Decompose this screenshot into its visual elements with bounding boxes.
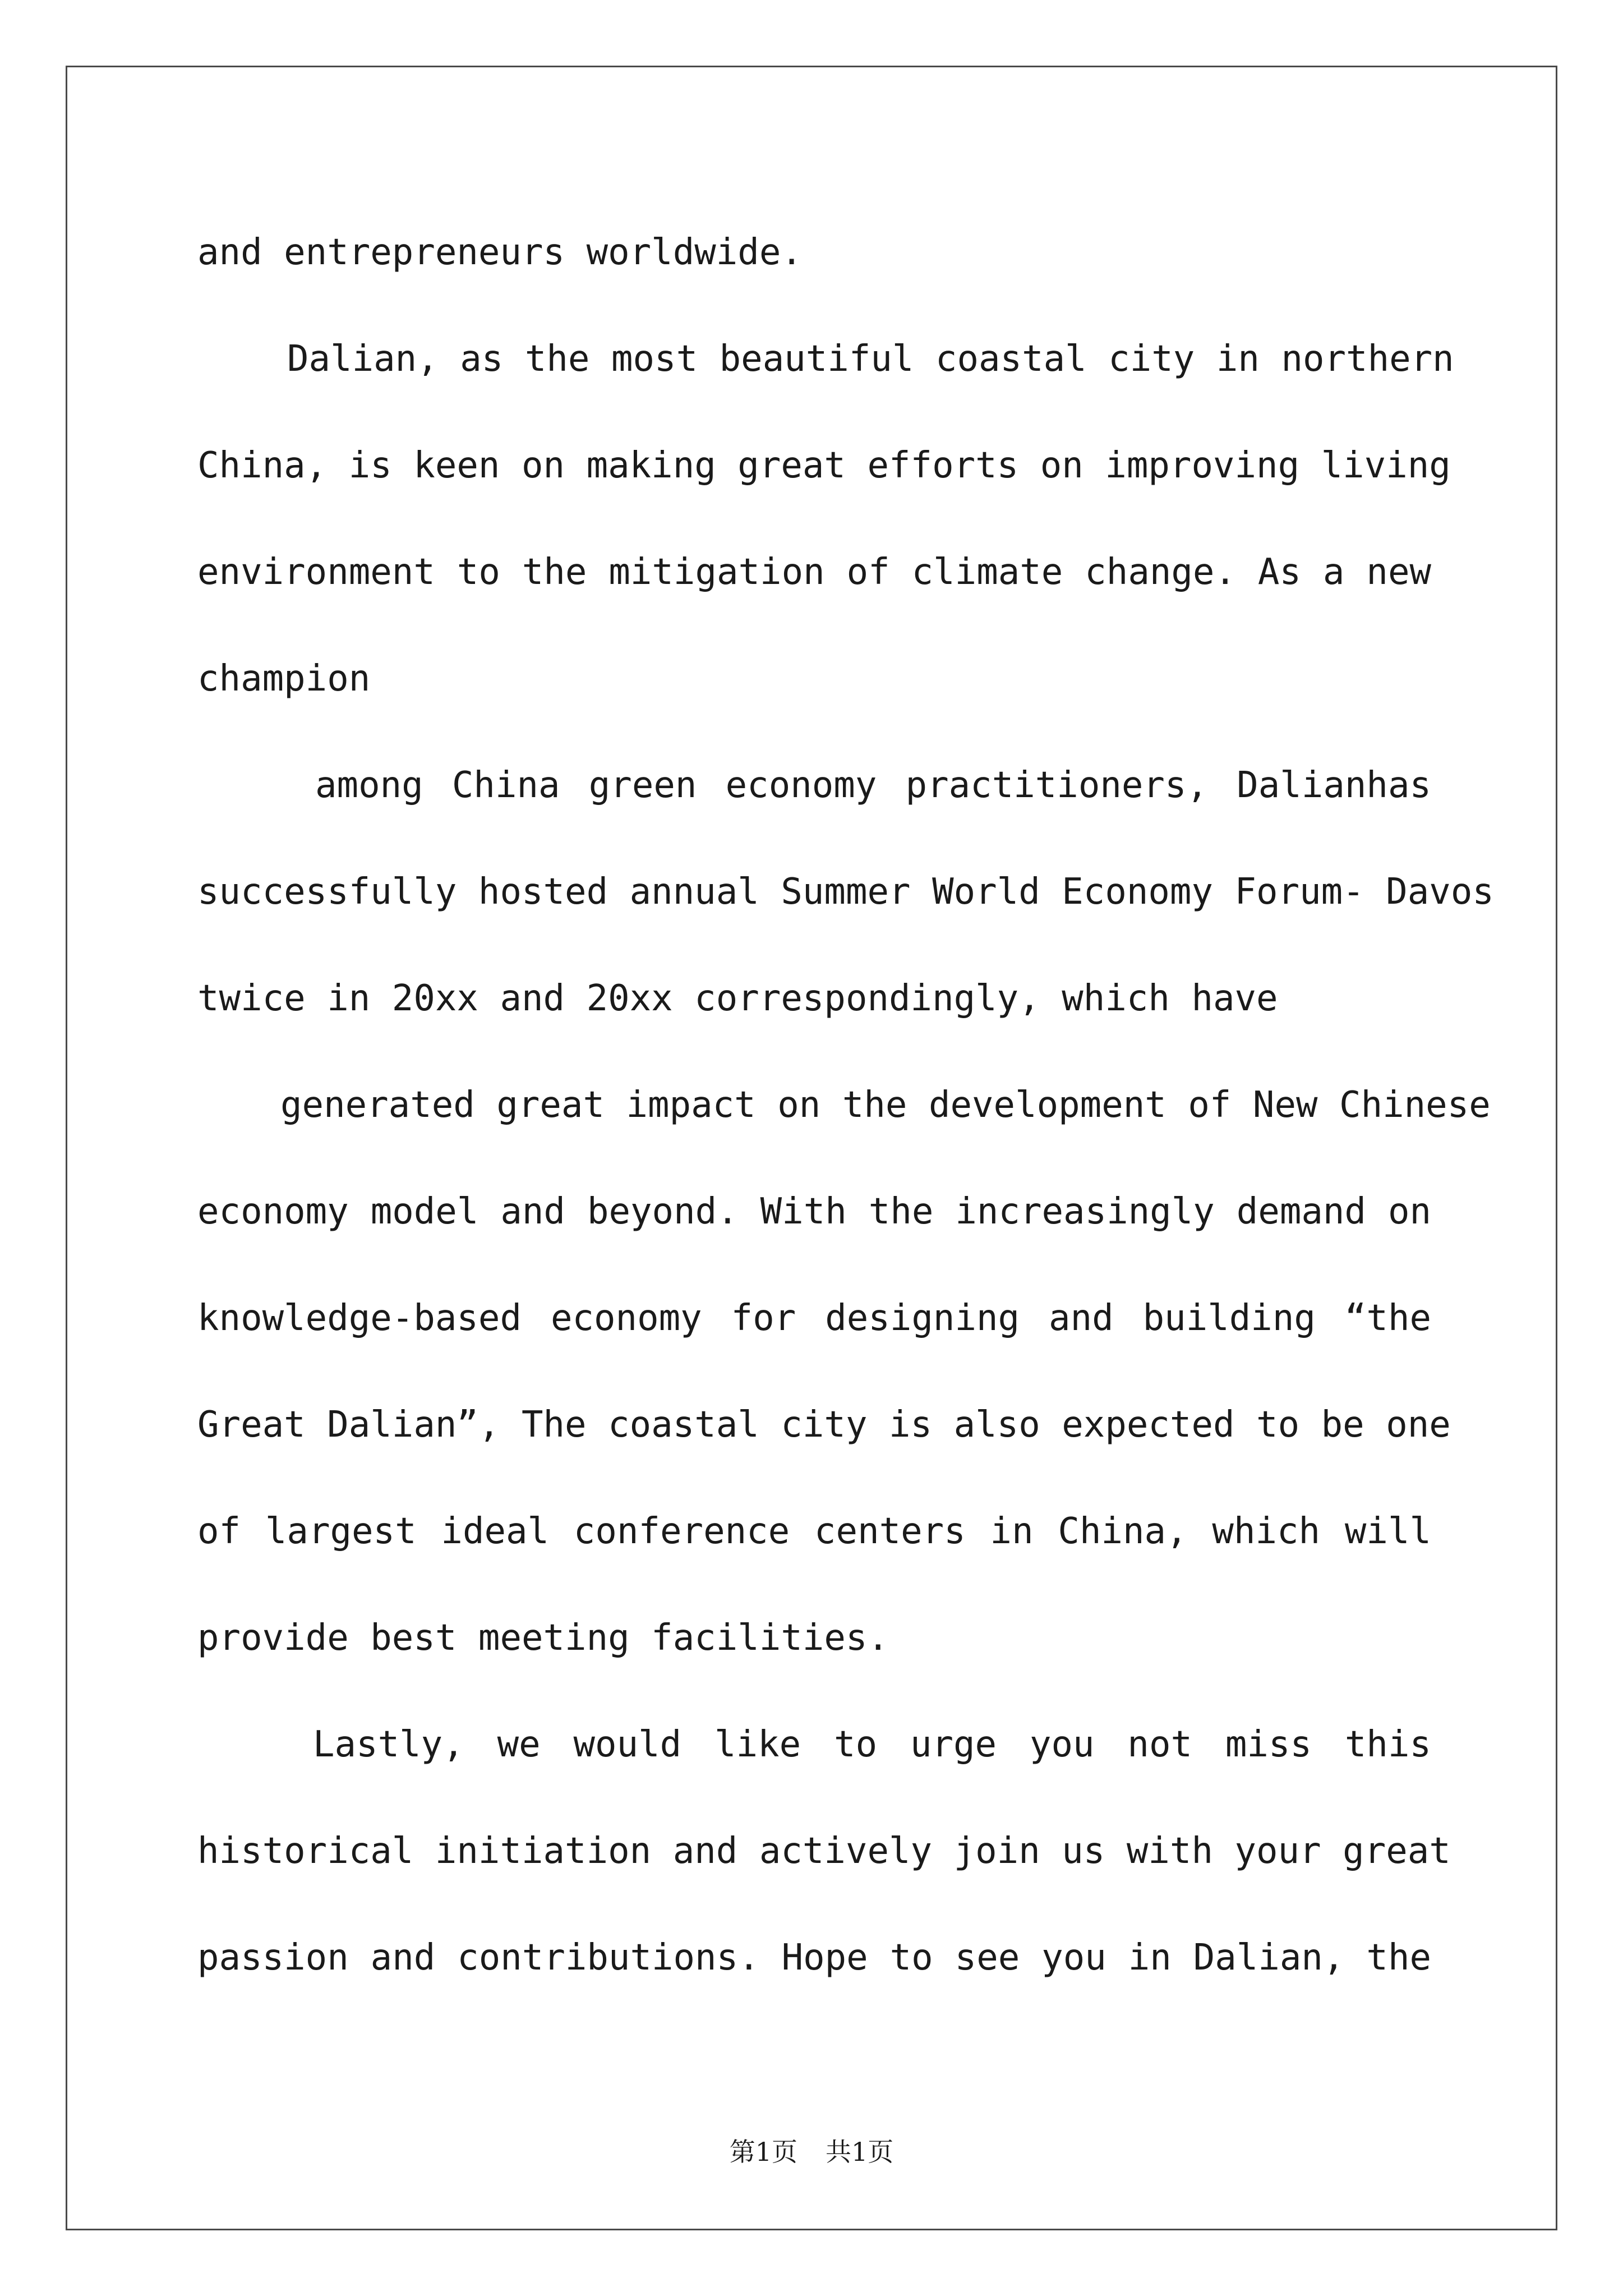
page-footer	[0, 2132, 1623, 2169]
text-line: and entrepreneurs worldwide.	[197, 232, 803, 273]
text-line: of largest ideal conference centers in China, which will	[197, 1511, 1431, 1552]
page-count-total: 共1页	[826, 2137, 894, 2167]
text-line: Dalian, as the most beautiful coastal city in northern	[287, 338, 1454, 380]
text-line: China, is keen on making great efforts on improving living	[197, 445, 1451, 486]
text-line: economy model and beyond. With the increasingly demand on	[197, 1191, 1431, 1232]
text-line: provide best meeting facilities.	[197, 1617, 889, 1659]
text-line: passion and contributions. Hope to see you in Dalian, the	[197, 1937, 1431, 1978]
text-line: among China green economy practitioners, Dalianhas	[315, 765, 1431, 806]
text-line: generated great impact on the development of New Chinese	[280, 1084, 1491, 1126]
text-line: twice in 20xx and 20xx correspondingly, which have	[197, 978, 1278, 1019]
text-line: Great Dalian”, The coastal city is also expected to be one	[197, 1404, 1451, 1446]
text-line: knowledge-based economy for designing and building “the	[197, 1297, 1431, 1339]
text-line: successfully hosted annual Summer World Economy Forum- Davos	[197, 871, 1494, 913]
text-line: environment to the mitigation of climate change. As a new	[197, 551, 1431, 593]
text-line: Lastly, we would like to urge you not miss this	[313, 1724, 1431, 1765]
page-number-current: 第1页	[729, 2137, 797, 2167]
text-line: champion	[197, 658, 371, 700]
document-body	[197, 219, 1494, 2031]
text-line: historical initiation and actively join us with your great	[197, 1830, 1451, 1872]
